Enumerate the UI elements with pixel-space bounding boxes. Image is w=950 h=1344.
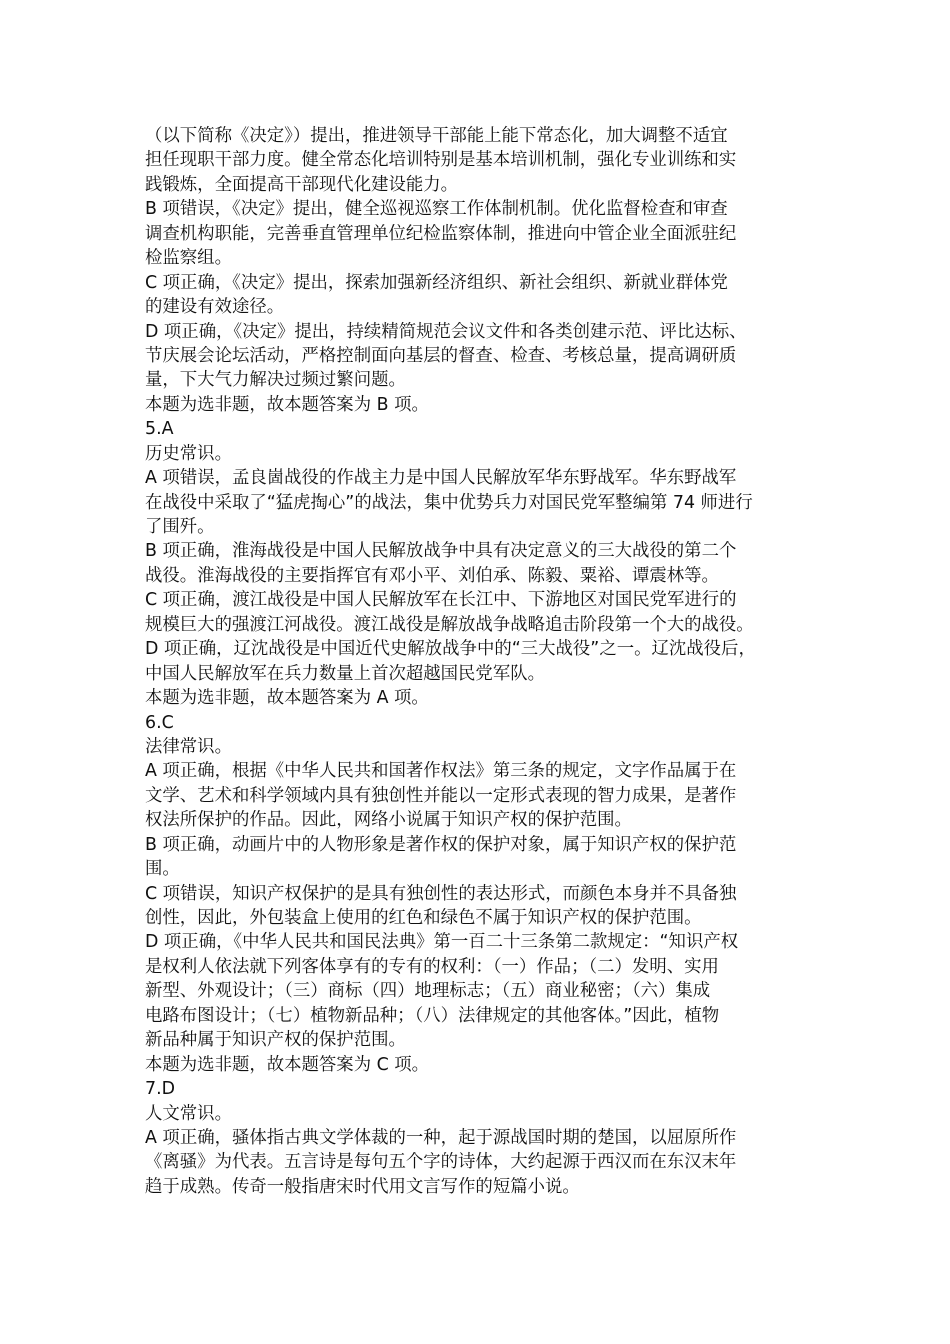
text-line: C 项错误，知识产权保护的是具有独创性的表达形式，而颜色本身并不具备独	[145, 883, 737, 904]
paragraph	[145, 759, 817, 832]
paragraph	[145, 1053, 817, 1077]
paragraph	[145, 124, 817, 197]
paragraph	[145, 393, 817, 417]
paragraph	[145, 686, 817, 710]
paragraph	[145, 588, 817, 637]
paragraph	[145, 417, 817, 441]
text-line: （以下简称《决定》）提出，推进领导干部能上能下常态化，加大调整不适宜	[145, 126, 728, 146]
text-line: 新品种属于知识产权的保护范围。	[145, 1030, 406, 1051]
text-line: D 项正确，辽沈战役是中国近代史解放战争中的“三大战役”之一。辽沈战役后，	[145, 639, 756, 660]
text-line: 权法所保护的作品。因此，网络小说属于知识产权的保护范围。	[145, 810, 632, 831]
paragraph	[145, 930, 817, 1052]
text-line: 量，下大气力解决过频过繁问题。	[145, 370, 406, 391]
paragraph	[145, 882, 817, 931]
text-line: B 项正确，动画片中的人物形象是著作权的保护对象，属于知识产权的保护范	[145, 834, 737, 855]
paragraph	[145, 442, 817, 466]
text-line: 创性，因此，外包装盒上使用的红色和绿色不属于知识产权的保护范围。	[145, 908, 702, 928]
text-line: 本题为选非题，故本题答案为 A 项。	[145, 688, 429, 709]
text-line: 文学、艺术和科学领域内具有独创性并能以一定形式表现的智力成果，是著作	[145, 785, 737, 806]
text-line: 趋于成熟。传奇一般指唐宋时代用文言写作的短篇小说。	[145, 1176, 580, 1197]
text-line: 电路布图设计；（七）植物新品种；（八）法律规定的其他客体。”因此，植物	[145, 1005, 720, 1026]
paragraph	[145, 271, 817, 320]
text-line: 担任现职干部力度。健全常态化培训特别是基本培训机制，强化专业训练和实	[145, 150, 737, 171]
text-line: 调查机构职能，完善垂直管理单位纪检监察体制，推进向中管企业全面派驻纪	[145, 223, 737, 244]
text-line: C 项正确，渡江战役是中国人民解放军在长江中、下游地区对国民党军进行的	[145, 590, 737, 611]
text-line: 本题为选非题，故本题答案为 C 项。	[145, 1054, 430, 1075]
text-line: 人文常识。	[145, 1103, 232, 1124]
text-line: 战役。淮海战役的主要指挥官有邓小平、刘伯承、陈毅、粟裕、谭震林等。	[145, 565, 719, 586]
text-line: C 项正确，《决定》提出，探索加强新经济组织、新社会组织、新就业群体党	[145, 272, 728, 293]
paragraph	[145, 735, 817, 759]
text-line: A 项正确，骚体指古典文学体裁的一种，起于源战国时期的楚国，以屈原所作	[145, 1127, 737, 1148]
text-line: A 项错误，孟良崮战役的作战主力是中国人民解放军华东野战军。华东野战军	[145, 468, 737, 489]
text-line: 5.A	[145, 419, 174, 440]
paragraph	[145, 711, 817, 735]
text-line: 历史常识。	[145, 443, 232, 464]
text-line: B 项正确，淮海战役是中国人民解放战争中具有决定意义的三大战役的第二个	[145, 541, 737, 562]
text-line: 践锻炼，全面提高干部现代化建设能力。	[145, 174, 459, 195]
text-line: 法律常识。	[145, 736, 232, 757]
text-line: 围。	[145, 859, 180, 880]
text-line: 7.D	[145, 1079, 175, 1100]
text-line: 新型、外观设计；（三）商标（四）地理标志；（五）商业秘密；（六）集成	[145, 981, 711, 1002]
paragraph	[145, 539, 817, 588]
text-line: 中国人民解放军在兵力数量上首次超越国民党军队。	[145, 663, 545, 684]
document-body	[145, 124, 817, 1199]
text-line: 在战役中采取了“猛虎掏心”的战法，集中优势兵力对国民党军整编第 74 师进行	[145, 492, 753, 513]
text-line: 检监察组。	[145, 248, 232, 269]
paragraph	[145, 637, 817, 686]
text-line: 是权利人依法就下列客体享有的专有的权利：（一）作品；（二）发明、实用	[145, 956, 719, 977]
paragraph	[145, 1102, 817, 1126]
text-line: 规模巨大的强渡江河战役。渡江战役是解放战争战略追击阶段第一个大的战役。	[145, 614, 754, 635]
text-line: 的建设有效途径。	[145, 297, 285, 318]
text-line: D 项正确，《中华人民共和国民法典》第一百二十三条第二款规定：“知识产权	[145, 932, 739, 953]
text-line: A 项正确，根据《中华人民共和国著作权法》第三条的规定，文字作品属于在	[145, 761, 737, 782]
paragraph	[145, 833, 817, 882]
text-line: B 项错误，《决定》提出，健全巡视巡察工作体制机制。优化监督检查和审查	[145, 199, 728, 220]
text-line: 6.C	[145, 712, 174, 733]
paragraph	[145, 466, 817, 539]
text-line: D 项正确，《决定》提出，持续精简规范会议文件和各类创建示范、评比达标、	[145, 321, 747, 342]
text-line: 本题为选非题，故本题答案为 B 项。	[145, 394, 429, 415]
paragraph	[145, 320, 817, 393]
paragraph	[145, 1126, 817, 1199]
paragraph	[145, 1077, 817, 1101]
text-line: 了围歼。	[145, 517, 215, 537]
text-line: 节庆展会论坛活动，严格控制面向基层的督查、检查、考核总量，提高调研质	[145, 345, 737, 366]
text-line: 《离骚》为代表。五言诗是每句五个字的诗体，大约起源于西汉而在东汉末年	[145, 1152, 737, 1173]
paragraph	[145, 197, 817, 270]
